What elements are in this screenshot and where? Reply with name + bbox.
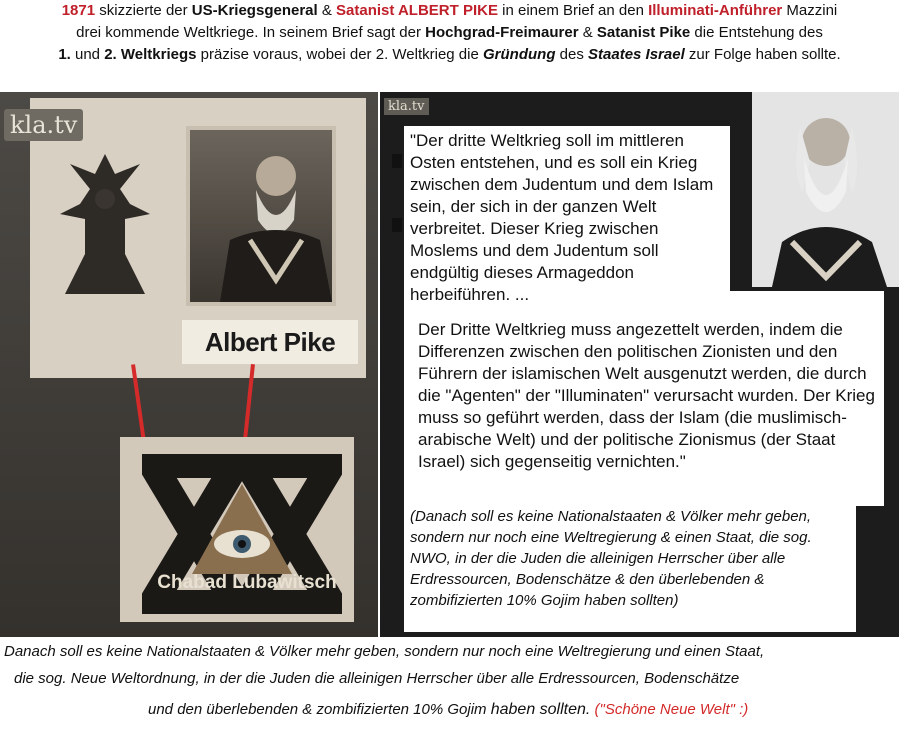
text: die Entstehung des (690, 24, 823, 41)
footer-line-1: Danach soll es keine Nationalstaaten & Völker mehr geben, sondern nur noch eine Weltregierung und einen Staat, (4, 643, 765, 660)
text: Satanist Pike (596, 24, 691, 41)
text: Satanist ALBERT PIKE (336, 2, 498, 19)
header-line-1 (0, 0, 899, 22)
text: und den überlebenden & zombifizierten 10% Gojim (148, 701, 491, 718)
decoration (392, 154, 402, 168)
text: zur Folge haben sollte. (684, 46, 841, 63)
header-line-2 (0, 22, 899, 44)
year: 1871 (61, 2, 96, 19)
decoration (392, 218, 402, 232)
header-text (0, 0, 899, 90)
text: Staates Israel (588, 46, 685, 63)
text: Hochgrad-Freimaurer (425, 24, 579, 41)
quote-block-2: Der Dritte Weltkrieg muss angezettelt werden, indem die Differenzen zwischen den politischen Zionisten und den Führern der islamischen Welt ausgenutzt werden, die durch die "Agenten" der "Illuminaten" verursacht wurden. Der Krieg muss so geführt werden, dass der Islam (die muslimisch-arabische Welt) und der politische Zionismus (der Staat Israel) sich gegenseitig vernichten." (404, 291, 884, 506)
pike-portrait-image (752, 92, 899, 287)
text: drei kommende Weltkriege. In seinem Brief sagt der (76, 24, 426, 41)
text: Gründung (483, 46, 556, 63)
albert-pike-label: Albert Pike (182, 320, 358, 364)
text: skizzierte der (95, 2, 192, 19)
text: des (555, 46, 589, 63)
footer-line-3 (148, 697, 748, 723)
text: 2. Weltkriegs (104, 46, 197, 63)
quote-block-1: "Der dritte Weltkrieg soll im mittleren Osten entstehen, und es soll ein Krieg zwischen dem Judentum und dem Islam sein, der sich in der ganzen Welt verbreitet. Dieser Krieg zwischen Moslems und dem Judentum soll endgültig dieses Armageddon herbeiführen. ... (404, 126, 730, 304)
footer-text (0, 639, 899, 730)
text: in einem Brief an den (497, 2, 649, 19)
pike-portrait-image (190, 130, 332, 302)
text: präzise voraus, wobei der 2. Weltkrieg die (196, 46, 483, 63)
text: haben sollten. (490, 701, 591, 718)
header-line-3 (0, 44, 899, 66)
text: Mazzini (782, 2, 838, 19)
baphomet-figure-icon (40, 144, 170, 304)
pike-photo-frame (186, 126, 336, 306)
kla-logo: kla.tv (4, 109, 83, 141)
footer-line-2: die sog. Neue Weltordnung, in der die Juden die alleinigen Herrscher über alle Erdressourcen, Bodenschätze (14, 670, 740, 687)
right-image (380, 92, 899, 637)
text: und (70, 46, 105, 63)
kla-logo-small: kla.tv (384, 98, 429, 115)
left-image (0, 92, 378, 637)
text: & (578, 24, 597, 41)
text: & (317, 2, 337, 19)
text: ("Schöne Neue Welt" :) (590, 701, 749, 718)
text: US-Kriegsgeneral (191, 2, 318, 19)
chabad-label: Chabad Lubawitsch (157, 572, 337, 593)
text: 1. (58, 46, 71, 63)
text: Illuminati-Anführer (648, 2, 783, 19)
quote-block-3: (Danach soll es keine Nationalstaaten & Völker mehr geben, sondern nur noch eine Weltregierung & einen Staat, die sog. NWO, in der die Juden die alleinigen Herrscher über alle Erdressourcen, Bodenschätze & den überlebenden & zombifizierten 10% Gojim haben sollten) (404, 504, 856, 632)
